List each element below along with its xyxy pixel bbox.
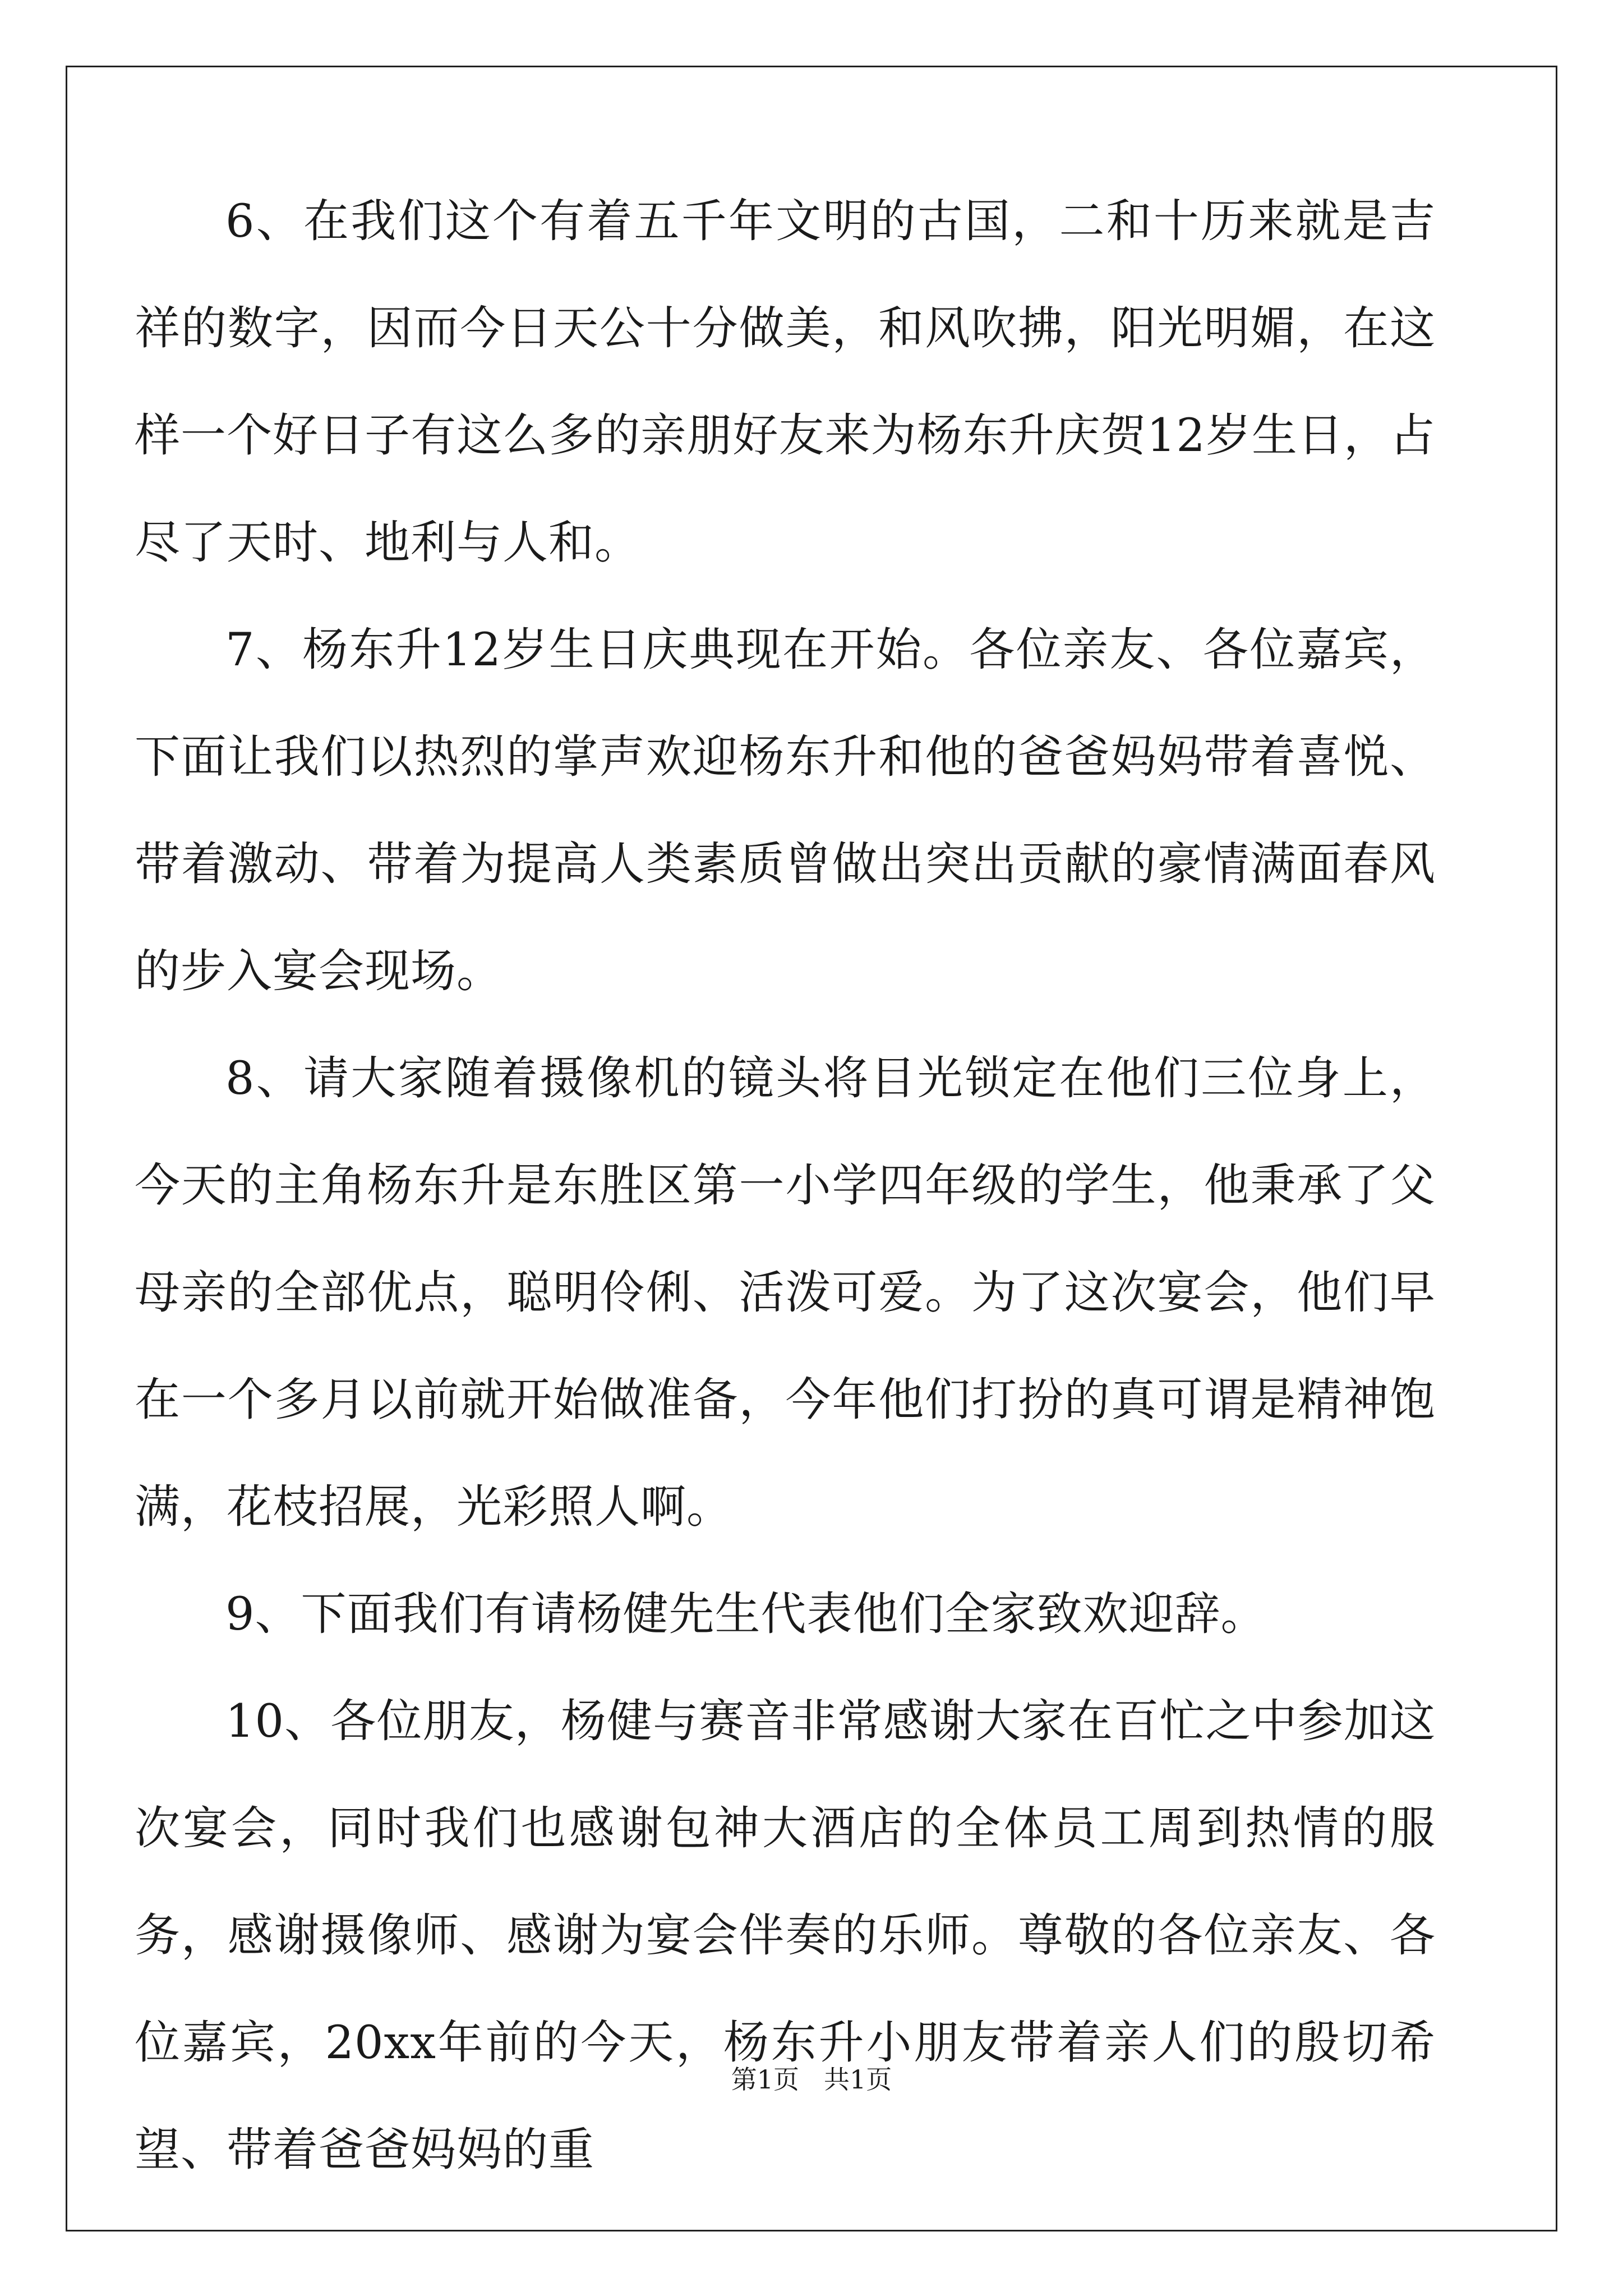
page-total: 共1页 [823,2064,892,2095]
paragraph-6: 6、在我们这个有着五千年文明的古国，二和十历来就是吉祥的数字，因而今日天公十分做美，和风吹拂，阳光明媚，在这样一个好日子有这么多的亲朋好友来为杨东升庆贺12岁生日，占尽了天时、地利与人和。 [135,195,1436,569]
paragraph-7: 7、杨东升12岁生日庆典现在开始。各位亲友、各位嘉宾，下面让我们以热烈的掌声欢迎杨东升和他的爸爸妈妈带着喜悦、带着激动、带着为提高人类素质曾做出突出贡献的豪情满面春风的步入宴会现场。 [135,624,1436,998]
paragraph-10: 10、各位朋友，杨健与赛音非常感谢大家在百忙之中参加这次宴会，同时我们也感谢包神大酒店的全体员工周到热情的服务，感谢摄像师、感谢为宴会伴奏的乐师。尊敬的各位亲友、各位嘉宾，20xx年前的今天，杨东升小朋友带着亲人们的殷切希望、带着爸爸妈妈的重 [135,1695,1436,2177]
page-number: 第1页 [731,2064,800,2095]
paragraph-8: 8、请大家随着摄像机的镜头将目光锁定在他们三位身上，今天的主角杨东升是东胜区第一小学四年级的学生，他秉承了父母亲的全部优点，聪明伶俐、活泼可爱。为了这次宴会，他们早在一个多月以前就开始做准备，今年他们打扮的真可谓是精神饱满，花枝招展，光彩照人啊。 [135,1052,1436,1534]
page-footer [0,2059,1623,2096]
paragraph-9: 9、下面我们有请杨健先生代表他们全家致欢迎辞。 [225,1588,1267,1641]
document-body [135,168,1436,2204]
